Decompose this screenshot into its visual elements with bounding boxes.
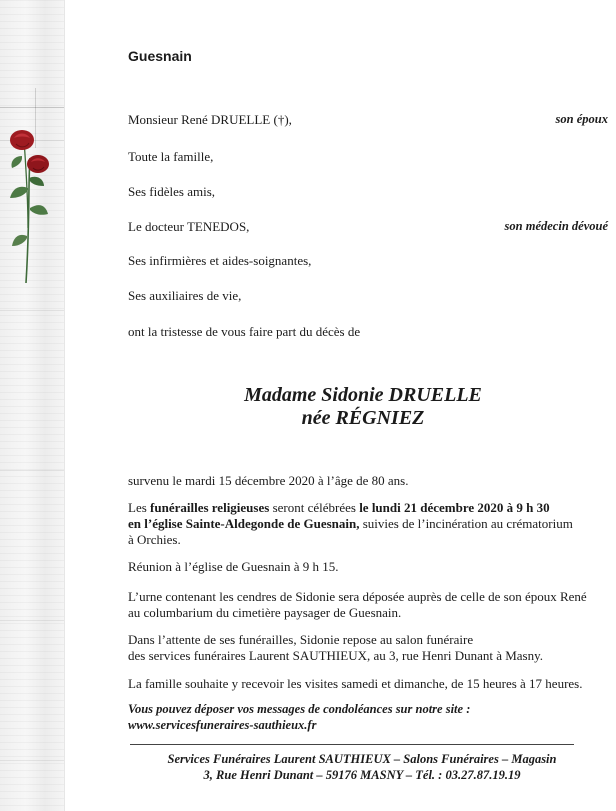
footer-divider: [130, 744, 574, 745]
deceased-maiden-name: née RÉGNIEZ: [301, 407, 425, 429]
waiting-paragraph: Dans l’attente de ses funérailles, Sidonie repose au salon funéraire des services funéraires Laurent SAUTHIEUX, au 3, rue Henri Dunant à Masny.: [128, 632, 544, 663]
mourner-family: Toute la famille,: [128, 149, 214, 164]
city-heading: Guesnain: [128, 48, 192, 64]
condolences-text: Vous pouvez déposer vos messages de condoléances sur notre site :: [128, 702, 471, 716]
funeral-paragraph: Les funérailles religieuses seront célébrées le lundi 21 décembre 2020 à 9 h 30 en l’église Sainte-Aldegonde de Guesnain, suivies de l’incinération au crématorium à Orchies.: [128, 500, 573, 547]
mourner-husband: Monsieur René DRUELLE (†),: [128, 112, 292, 127]
mourner-assistants: Ses auxiliaires de vie,: [128, 288, 242, 303]
relation-doctor: son médecin dévoué: [504, 219, 608, 233]
footer-address: 3, Rue Henri Dunant – 59176 MASNY – Tél. : 03.27.87.19.19: [203, 768, 521, 782]
cross-horizontal-line: [0, 107, 64, 108]
rose-illustration: [0, 118, 64, 288]
meeting-line: Réunion à l’église de Guesnain à 9 h 15.: [128, 559, 339, 574]
visits-line: La famille souhaite y recevoir les visites samedi et dimanche, de 15 heures à 17 heures.: [128, 676, 583, 691]
deceased-name: Madame Sidonie DRUELLE: [244, 384, 482, 406]
death-line: survenu le mardi 15 décembre 2020 à l’âge de 80 ans.: [128, 473, 409, 488]
mourner-doctor: Le docteur TENEDOS,: [128, 219, 250, 234]
mourner-nurses: Ses infirmières et aides-soignantes,: [128, 253, 312, 268]
urn-paragraph: L’urne contenant les cendres de Sidonie sera déposée auprès de celle de son époux René au columbarium du cimetière paysager de Guesnain.: [128, 589, 587, 620]
footer-company: Services Funéraires Laurent SAUTHIEUX – Salons Funéraires – Magasin: [167, 752, 557, 766]
mourner-friends: Ses fidèles amis,: [128, 184, 216, 199]
announce-text: ont la tristesse de vous faire part du décès de: [128, 324, 361, 339]
relation-husband: son époux: [555, 112, 608, 126]
condolences-url[interactable]: www.servicesfuneraires-sauthieux.fr: [128, 718, 317, 732]
deceased-name-block: [0, 384, 616, 430]
condolences-block: [128, 701, 470, 733]
